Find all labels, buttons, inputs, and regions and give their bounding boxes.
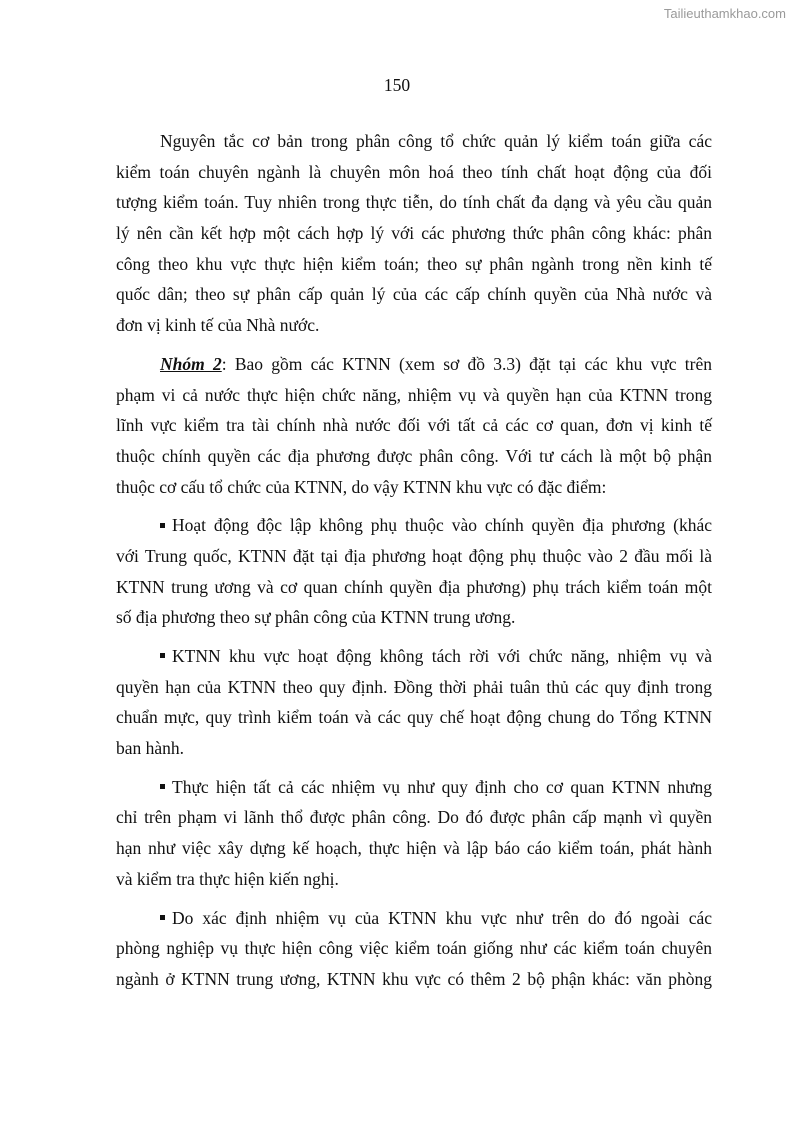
page-number: 150 xyxy=(383,75,411,95)
bullet-item xyxy=(116,641,712,764)
bullet-item xyxy=(116,510,712,633)
bullet-square-icon xyxy=(160,523,165,528)
text-line xyxy=(116,349,712,380)
text-line: thuộc cơ cấu tổ chức của KTNN, do vậy KTNN khu vực có đặc điểm: xyxy=(116,476,607,497)
text-line xyxy=(116,510,712,541)
text-line: hạn như việc xây dựng kế hoạch, thực hiện và lập báo cáo kiểm toán, phát hành xyxy=(116,838,712,859)
text-line xyxy=(116,641,712,672)
text-line: phòng nghiệp vụ thực hiện công việc kiểm toán giống như các kiểm toán chuyên xyxy=(116,938,712,959)
paragraph-group-2 xyxy=(116,349,712,502)
text-span: Do xác định nhiệm vụ của KTNN khu vực như trên do đó ngoài các xyxy=(172,907,712,928)
text-line: tượng kiểm toán. Tuy nhiên trong thực tiễn, do tính chất đa dạng và yêu cầu quản xyxy=(116,192,712,213)
text-line: lĩnh vực kiểm tra tài chính nhà nước đối với tất cả các cơ quan, đơn vị kinh tế xyxy=(116,415,712,436)
text-line: với Trung quốc, KTNN đặt tại địa phương hoạt động phụ thuộc vào 2 đầu mối là xyxy=(116,545,712,566)
watermark: Tailieuthamkhao.com xyxy=(663,6,786,21)
text-span: Thực hiện tất cả các nhiệm vụ như quy định cho cơ quan KTNN nhưng xyxy=(172,776,712,797)
text-line: quốc dân; theo sự phân cấp quản lý của các cấp chính quyền của Nhà nước và xyxy=(116,284,712,305)
group-heading: Nhóm 2 xyxy=(160,353,222,374)
bullet-item xyxy=(116,903,712,995)
paragraph-intro xyxy=(116,126,712,341)
bullet-square-icon xyxy=(160,784,165,789)
text-line: Nguyên tắc cơ bản trong phân công tổ chức quản lý kiểm toán giữa các xyxy=(160,131,712,151)
bullet-square-icon xyxy=(160,915,165,920)
text-line: số địa phương theo sự phân công của KTNN trung ương. xyxy=(116,607,516,628)
text-line: chuẩn mực, quy trình kiểm toán và các quy chế hoạt động chung do Tổng KTNN xyxy=(116,707,712,728)
text-line: ban hành. xyxy=(116,738,185,759)
text-line: lý nên cần kết hợp một cách hợp lý với các phương thức phân công khác: phân xyxy=(116,223,712,244)
document-body xyxy=(116,126,712,1003)
text-line: kiểm toán chuyên ngành là chuyên môn hoá theo tính chất hoạt động của đối xyxy=(116,161,712,182)
text-line: KTNN trung ương và cơ quan chính quyền địa phương) phụ trách kiểm toán một xyxy=(116,576,712,597)
text-line: phạm vi cả nước thực hiện chức năng, nhiệm vụ và quyền hạn của KTNN trong xyxy=(116,384,712,405)
bullet-square-icon xyxy=(160,653,165,658)
text-line: và kiểm tra thực hiện kiến nghị. xyxy=(116,868,339,889)
text-span: Hoạt động độc lập không phụ thuộc vào chính quyền địa phương (khác xyxy=(172,515,712,536)
text-line xyxy=(116,772,712,803)
text-line: công theo khu vực thực hiện kiểm toán; theo sự phân ngành trong nền kinh tế xyxy=(116,253,712,274)
text-line: chỉ trên phạm vi lãnh thổ được phân công. Do đó được phân cấp mạnh vì quyền xyxy=(116,807,712,828)
bullet-item xyxy=(116,772,712,895)
text-span: : Bao gồm các KTNN (xem sơ đồ 3.3) đặt tại các khu vực trên xyxy=(221,353,712,374)
text-line xyxy=(116,903,712,934)
text-span: KTNN khu vực hoạt động không tách rời với chức năng, nhiệm vụ và xyxy=(172,646,712,666)
text-line: thuộc chính quyền các địa phương được phân công. Với tư cách là một bộ phận xyxy=(116,445,712,466)
text-line: ngành ở KTNN trung ương, KTNN khu vực có thêm 2 bộ phận khác: văn phòng xyxy=(116,968,712,989)
text-line: đơn vị kinh tế của Nhà nước. xyxy=(116,315,320,336)
text-line: quyền hạn của KTNN theo quy định. Đồng thời phải tuân thủ các quy định trong xyxy=(116,676,712,697)
